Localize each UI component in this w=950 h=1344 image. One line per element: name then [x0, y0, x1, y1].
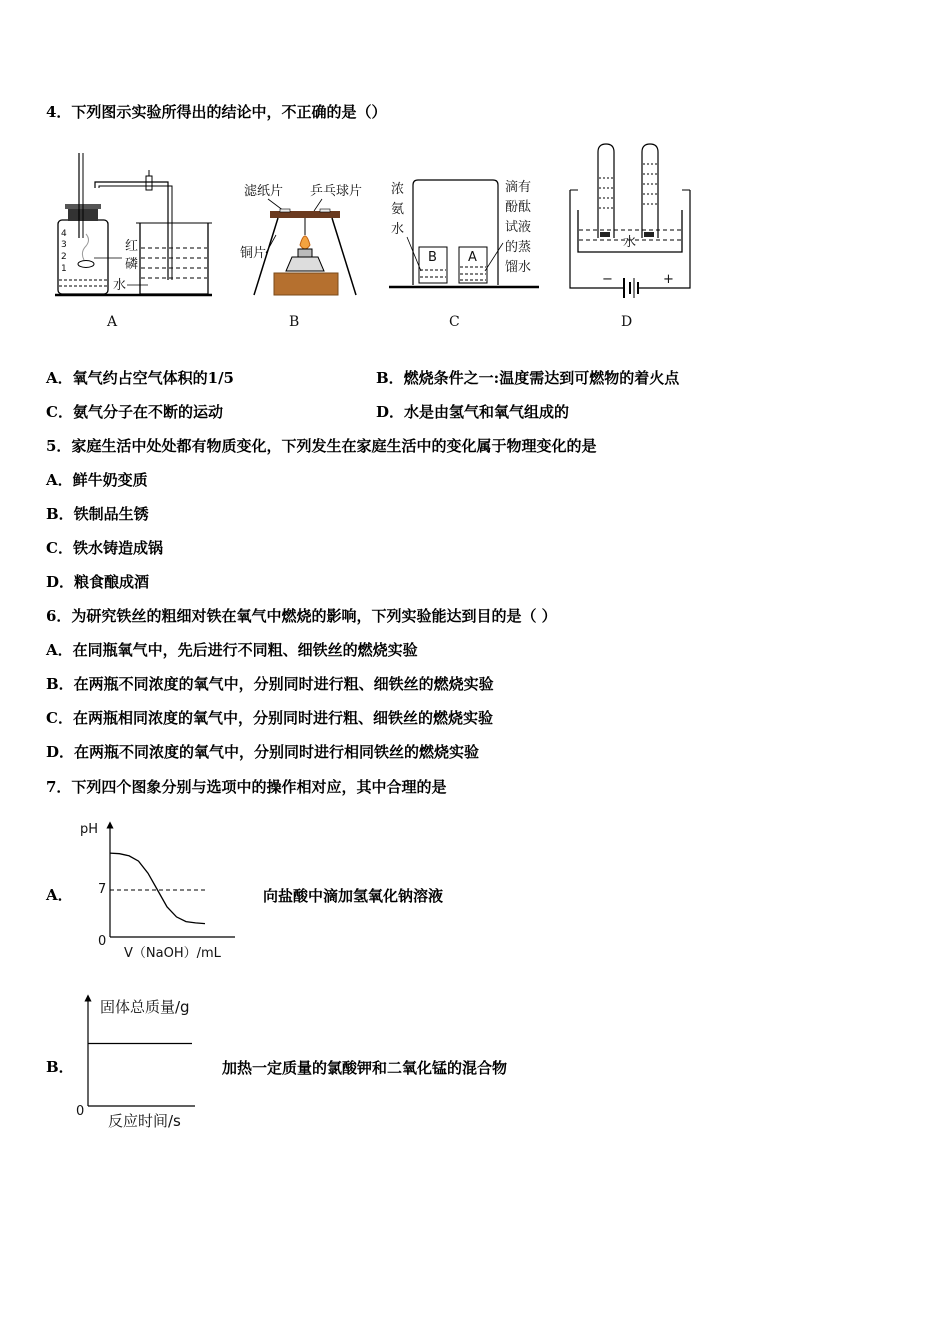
a-label-red1: 红	[125, 239, 139, 254]
graph-a-xlabel: V（NaOH）/mL	[124, 946, 221, 961]
figure-caption-c: C	[449, 314, 460, 330]
d-label-water: 水	[623, 235, 637, 250]
a-scale-4: 4	[61, 229, 67, 239]
a-label-red2: 磷	[125, 257, 139, 272]
c-beaker-a: A	[468, 250, 477, 265]
a-scale-1: 1	[61, 264, 67, 274]
q4-option-d: D．水是由氢气和氧气组成的	[376, 403, 570, 421]
figure-caption-a: A	[107, 314, 118, 330]
q7-graph-b-option-label: B．	[46, 1058, 74, 1076]
q7-graph-a	[70, 815, 260, 965]
c-ammonia-2: 氨	[391, 202, 405, 217]
figure-c-apparatus	[385, 175, 545, 333]
c-phenol-2: 酚酞	[505, 200, 532, 215]
q5-option-b: B．铁制品生锈	[46, 505, 149, 523]
figure-d-apparatus	[560, 140, 700, 333]
graph-a-ph-curve	[110, 853, 205, 924]
q7-graph-a-option-label: A．	[46, 886, 73, 904]
q7-graph-a-description: 向盐酸中滴加氢氧化钠溶液	[263, 887, 444, 905]
figure-caption-d: D	[621, 314, 633, 330]
q5-option-c: C．铁水铸造成锅	[46, 539, 163, 557]
q6-stem: 6．为研究铁丝的粗细对铁在氧气中燃烧的影响，下列实验能达到目的是（ ）	[46, 607, 557, 625]
graph-a-ylabel: pH	[80, 822, 99, 837]
graph-b-ylabel: 固体总质量/g	[100, 998, 190, 1016]
c-phenol-1: 滴有	[505, 180, 532, 195]
q6-option-c: C．在两瓶相同浓度的氧气中，分别同时进行粗、细铁丝的燃烧实验	[46, 709, 493, 727]
d-label-plus: +	[663, 272, 674, 287]
q4-option-a: A．氧气约占空气体积的1/5	[46, 369, 234, 387]
q6-option-b: B．在两瓶不同浓度的氧气中，分别同时进行粗、细铁丝的燃烧实验	[46, 675, 494, 693]
c-phenol-4: 的蒸	[505, 240, 532, 255]
b-label-pingpong: 乒乓球片	[310, 184, 363, 199]
q7-graph-b	[72, 990, 222, 1135]
q5-stem: 5．家庭生活中处处都有物质变化，下列发生在家庭生活中的变化属于物理变化的是	[46, 437, 597, 455]
c-phenol-3: 试液	[505, 220, 532, 235]
q6-option-a: A．在同瓶氧气中，先后进行不同粗、细铁丝的燃烧实验	[46, 641, 418, 659]
q5-option-a: A．鲜牛奶变质	[46, 471, 148, 489]
c-ammonia-1: 浓	[391, 182, 405, 197]
figure-a-apparatus	[50, 148, 220, 333]
a-scale-3: 3	[61, 240, 67, 250]
q5-option-d: D．粮食酿成酒	[46, 573, 150, 591]
q6-option-d: D．在两瓶不同浓度的氧气中，分别同时进行相同铁丝的燃烧实验	[46, 743, 480, 761]
q4-stem: 4．下列图示实验所得出的结论中，不正确的是（）	[46, 103, 387, 121]
q4-option-c: C．氨气分子在不断的运动	[46, 403, 223, 421]
a-scale-2: 2	[61, 252, 67, 262]
a-label-water: 水	[113, 278, 127, 293]
q7-graph-b-description: 加热一定质量的氯酸钾和二氧化锰的混合物	[222, 1059, 508, 1077]
q7-stem: 7．下列四个图象分别与选项中的操作相对应，其中合理的是	[46, 778, 447, 796]
d-label-minus: −	[602, 272, 613, 287]
b-label-filter: 滤纸片	[244, 184, 284, 199]
graph-b-xlabel: 反应时间/s	[108, 1112, 181, 1130]
c-phenol-5: 馏水	[505, 260, 532, 275]
q4-option-b: B．燃烧条件之一:温度需达到可燃物的着火点	[376, 369, 680, 387]
b-label-copper: 铜片	[240, 246, 267, 261]
graph-a-origin: 0	[98, 934, 107, 949]
c-beaker-b: B	[428, 250, 437, 265]
graph-a-tick-7: 7	[98, 882, 107, 897]
figure-b-apparatus	[240, 175, 380, 333]
graph-b-origin: 0	[76, 1104, 85, 1119]
c-ammonia-3: 水	[391, 222, 405, 237]
figure-caption-b: B	[289, 314, 300, 330]
